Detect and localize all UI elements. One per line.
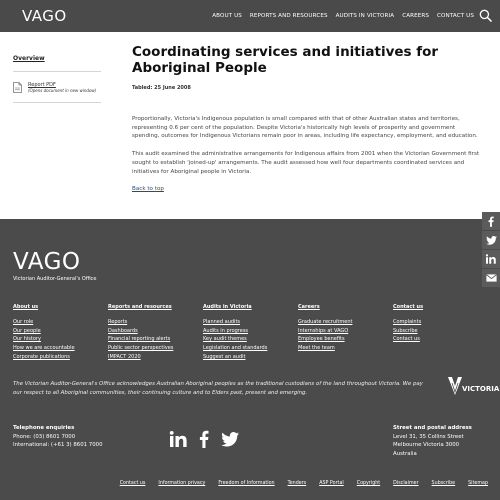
victoria-state-logo[interactable] xyxy=(446,375,500,397)
footer-link[interactable]: Contact us xyxy=(393,336,420,343)
footer-link[interactable]: IMPACT 2020 xyxy=(108,353,141,360)
share-twitter-button[interactable] xyxy=(482,231,500,249)
report-pdf-link[interactable]: Report PDF xyxy=(28,82,56,88)
footer-link[interactable]: Corporate publications xyxy=(13,353,70,360)
tabled-date: Tabled: 25 June 2008 xyxy=(132,85,191,91)
share-bar xyxy=(482,212,500,288)
address-line: Australia xyxy=(393,450,417,457)
footer-bottom-link[interactable]: Copyright xyxy=(356,481,381,486)
phone-heading: Telephone enquiries xyxy=(13,425,75,431)
footer-heading[interactable]: Audits in Victoria xyxy=(203,304,252,310)
nav-careers[interactable]: CAREERS xyxy=(402,13,430,19)
address-heading: Street and postal address xyxy=(393,425,472,431)
sidebar xyxy=(13,45,101,103)
footer-bottom-link[interactable]: Information privacy xyxy=(158,481,206,486)
footer-column-about xyxy=(13,303,108,362)
footer-link[interactable]: Meet the team xyxy=(298,345,335,352)
sidebar-item-overview[interactable]: Overview xyxy=(13,55,45,62)
site-header xyxy=(0,0,500,32)
footer-column-contact xyxy=(393,303,488,362)
page-title: Coordinating services and initiatives for Aboriginal People xyxy=(132,44,439,76)
twitter-icon xyxy=(486,236,497,245)
footer-link[interactable]: How we are accountable xyxy=(13,345,75,352)
footer-bottom-link[interactable]: Contact us xyxy=(119,481,146,486)
footer-bottom-link[interactable]: Subscribe xyxy=(431,481,456,486)
summary-paragraph: Proportionally, Victoria's Indigenous population is small compared with that of other Australian states and territories, representing 0.6 per cent of the population. Despite Victoria's historically high levels of prosperity and government spending, outcomes for Indigenous Victorians remain poor in areas, including life expectancy, employment, and education. xyxy=(132,116,478,140)
nav-about-us[interactable]: ABOUT US xyxy=(212,13,242,19)
back-to-top-link[interactable]: Back to top xyxy=(132,186,164,193)
sidebar-divider xyxy=(13,102,101,103)
sidebar-item-report-pdf xyxy=(13,82,101,94)
main-nav xyxy=(204,0,474,32)
footer-bottom-link[interactable]: ASP Portal xyxy=(319,481,344,486)
acknowledgement-of-country: The Victorian Auditor-General's Office acknowledges Australian Aboriginal peoples as the traditional custodians of the land throughout Victoria. We pay our respect to all Aboriginal communities, their continuing culture and to Elders past, present and emerging. xyxy=(13,381,423,396)
footer-link[interactable]: Key audit themes xyxy=(203,336,247,343)
main-content xyxy=(132,44,482,192)
footer-link[interactable]: Our role xyxy=(13,318,34,325)
footer-link[interactable]: Employee benefits xyxy=(298,336,345,343)
summary-paragraph: This audit examined the administrative arrangements for Indigenous affairs from 2001 when the Victorian Government first sought to establish 'joined-up' arrangements. The audit assessed how well four departments coordinated services and initiatives for Aboriginal people in Victoria. xyxy=(132,151,480,175)
social-links xyxy=(170,430,251,448)
footer-link[interactable]: Financial reporting alerts xyxy=(108,336,171,343)
footer-link[interactable]: Subscribe xyxy=(393,327,418,334)
footer-bottom-link[interactable]: Freedom of Information xyxy=(218,481,275,486)
facebook-icon[interactable] xyxy=(199,430,209,448)
sidebar-divider xyxy=(13,71,101,72)
footer-logo-subtitle: Victorian Auditor-General's Office xyxy=(13,276,97,282)
footer-link[interactable]: Internships at VAGO xyxy=(298,327,349,334)
footer-link[interactable]: Legislation and standards xyxy=(203,345,268,352)
share-facebook-button[interactable] xyxy=(482,212,500,230)
footer-column-careers xyxy=(298,303,393,362)
site-footer xyxy=(0,219,500,500)
postal-address xyxy=(393,424,472,458)
footer-bottom-link[interactable]: Sitemap xyxy=(468,481,488,486)
footer-columns xyxy=(13,303,493,362)
footer-link[interactable]: Graduate recruitment xyxy=(298,318,353,325)
footer-link[interactable]: Reports xyxy=(108,318,128,325)
nav-reports-and-resources[interactable]: REPORTS AND RESOURCES xyxy=(249,13,328,19)
footer-link[interactable]: Our history xyxy=(13,336,41,343)
victoria-wordmark: VICTORIA xyxy=(462,385,500,393)
footer-heading[interactable]: About us xyxy=(13,304,39,310)
footer-column-reports xyxy=(108,303,203,362)
footer-link[interactable]: Suggest an audit xyxy=(203,353,246,360)
address-line: Level 31, 35 Collins Street xyxy=(393,433,464,440)
share-email-button[interactable] xyxy=(482,269,500,287)
linkedin-icon[interactable] xyxy=(170,431,187,447)
footer-logo[interactable]: VAGO xyxy=(13,249,81,275)
footer-heading[interactable]: Contact us xyxy=(393,304,424,310)
search-icon[interactable] xyxy=(479,9,492,22)
footer-link[interactable]: Dashboards xyxy=(108,327,138,334)
nav-contact-us[interactable]: CONTACT US xyxy=(437,13,474,19)
phone-international[interactable]: International: (+61 3) 8601 7000 xyxy=(13,442,103,449)
telephone-enquiries xyxy=(13,424,103,450)
footer-heading[interactable]: Reports and resources xyxy=(108,304,172,310)
address-line: Melbourne Victoria 3000 xyxy=(393,442,460,449)
share-linkedin-button[interactable] xyxy=(482,250,500,268)
footer-link[interactable]: Planned audits xyxy=(203,318,241,325)
footer-link[interactable]: Audits in progress xyxy=(203,327,249,334)
nav-audits-in-victoria[interactable]: AUDITS IN VICTORIA xyxy=(335,13,395,19)
footer-link[interactable]: Public sector perspectives xyxy=(108,345,174,352)
footer-column-audits xyxy=(203,303,298,362)
linkedin-icon xyxy=(486,254,496,264)
footer-heading[interactable]: Careers xyxy=(298,304,320,310)
email-icon xyxy=(486,274,497,282)
footer-bottom-link[interactable]: Disclaimer xyxy=(393,481,419,486)
footer-link[interactable]: Our people xyxy=(13,327,41,334)
twitter-icon[interactable] xyxy=(221,432,239,447)
footer-bottom-link[interactable]: Tenders xyxy=(287,481,307,486)
pdf-file-icon xyxy=(13,82,22,93)
footer-link[interactable]: Complaints xyxy=(393,318,422,325)
report-pdf-note: (Opens document in new window) xyxy=(28,88,97,93)
phone-number[interactable]: Phone: (03) 8601 7000 xyxy=(13,433,76,440)
site-logo[interactable]: VAGO xyxy=(22,7,67,25)
footer-bottom-links xyxy=(107,481,488,486)
facebook-icon xyxy=(488,216,494,227)
